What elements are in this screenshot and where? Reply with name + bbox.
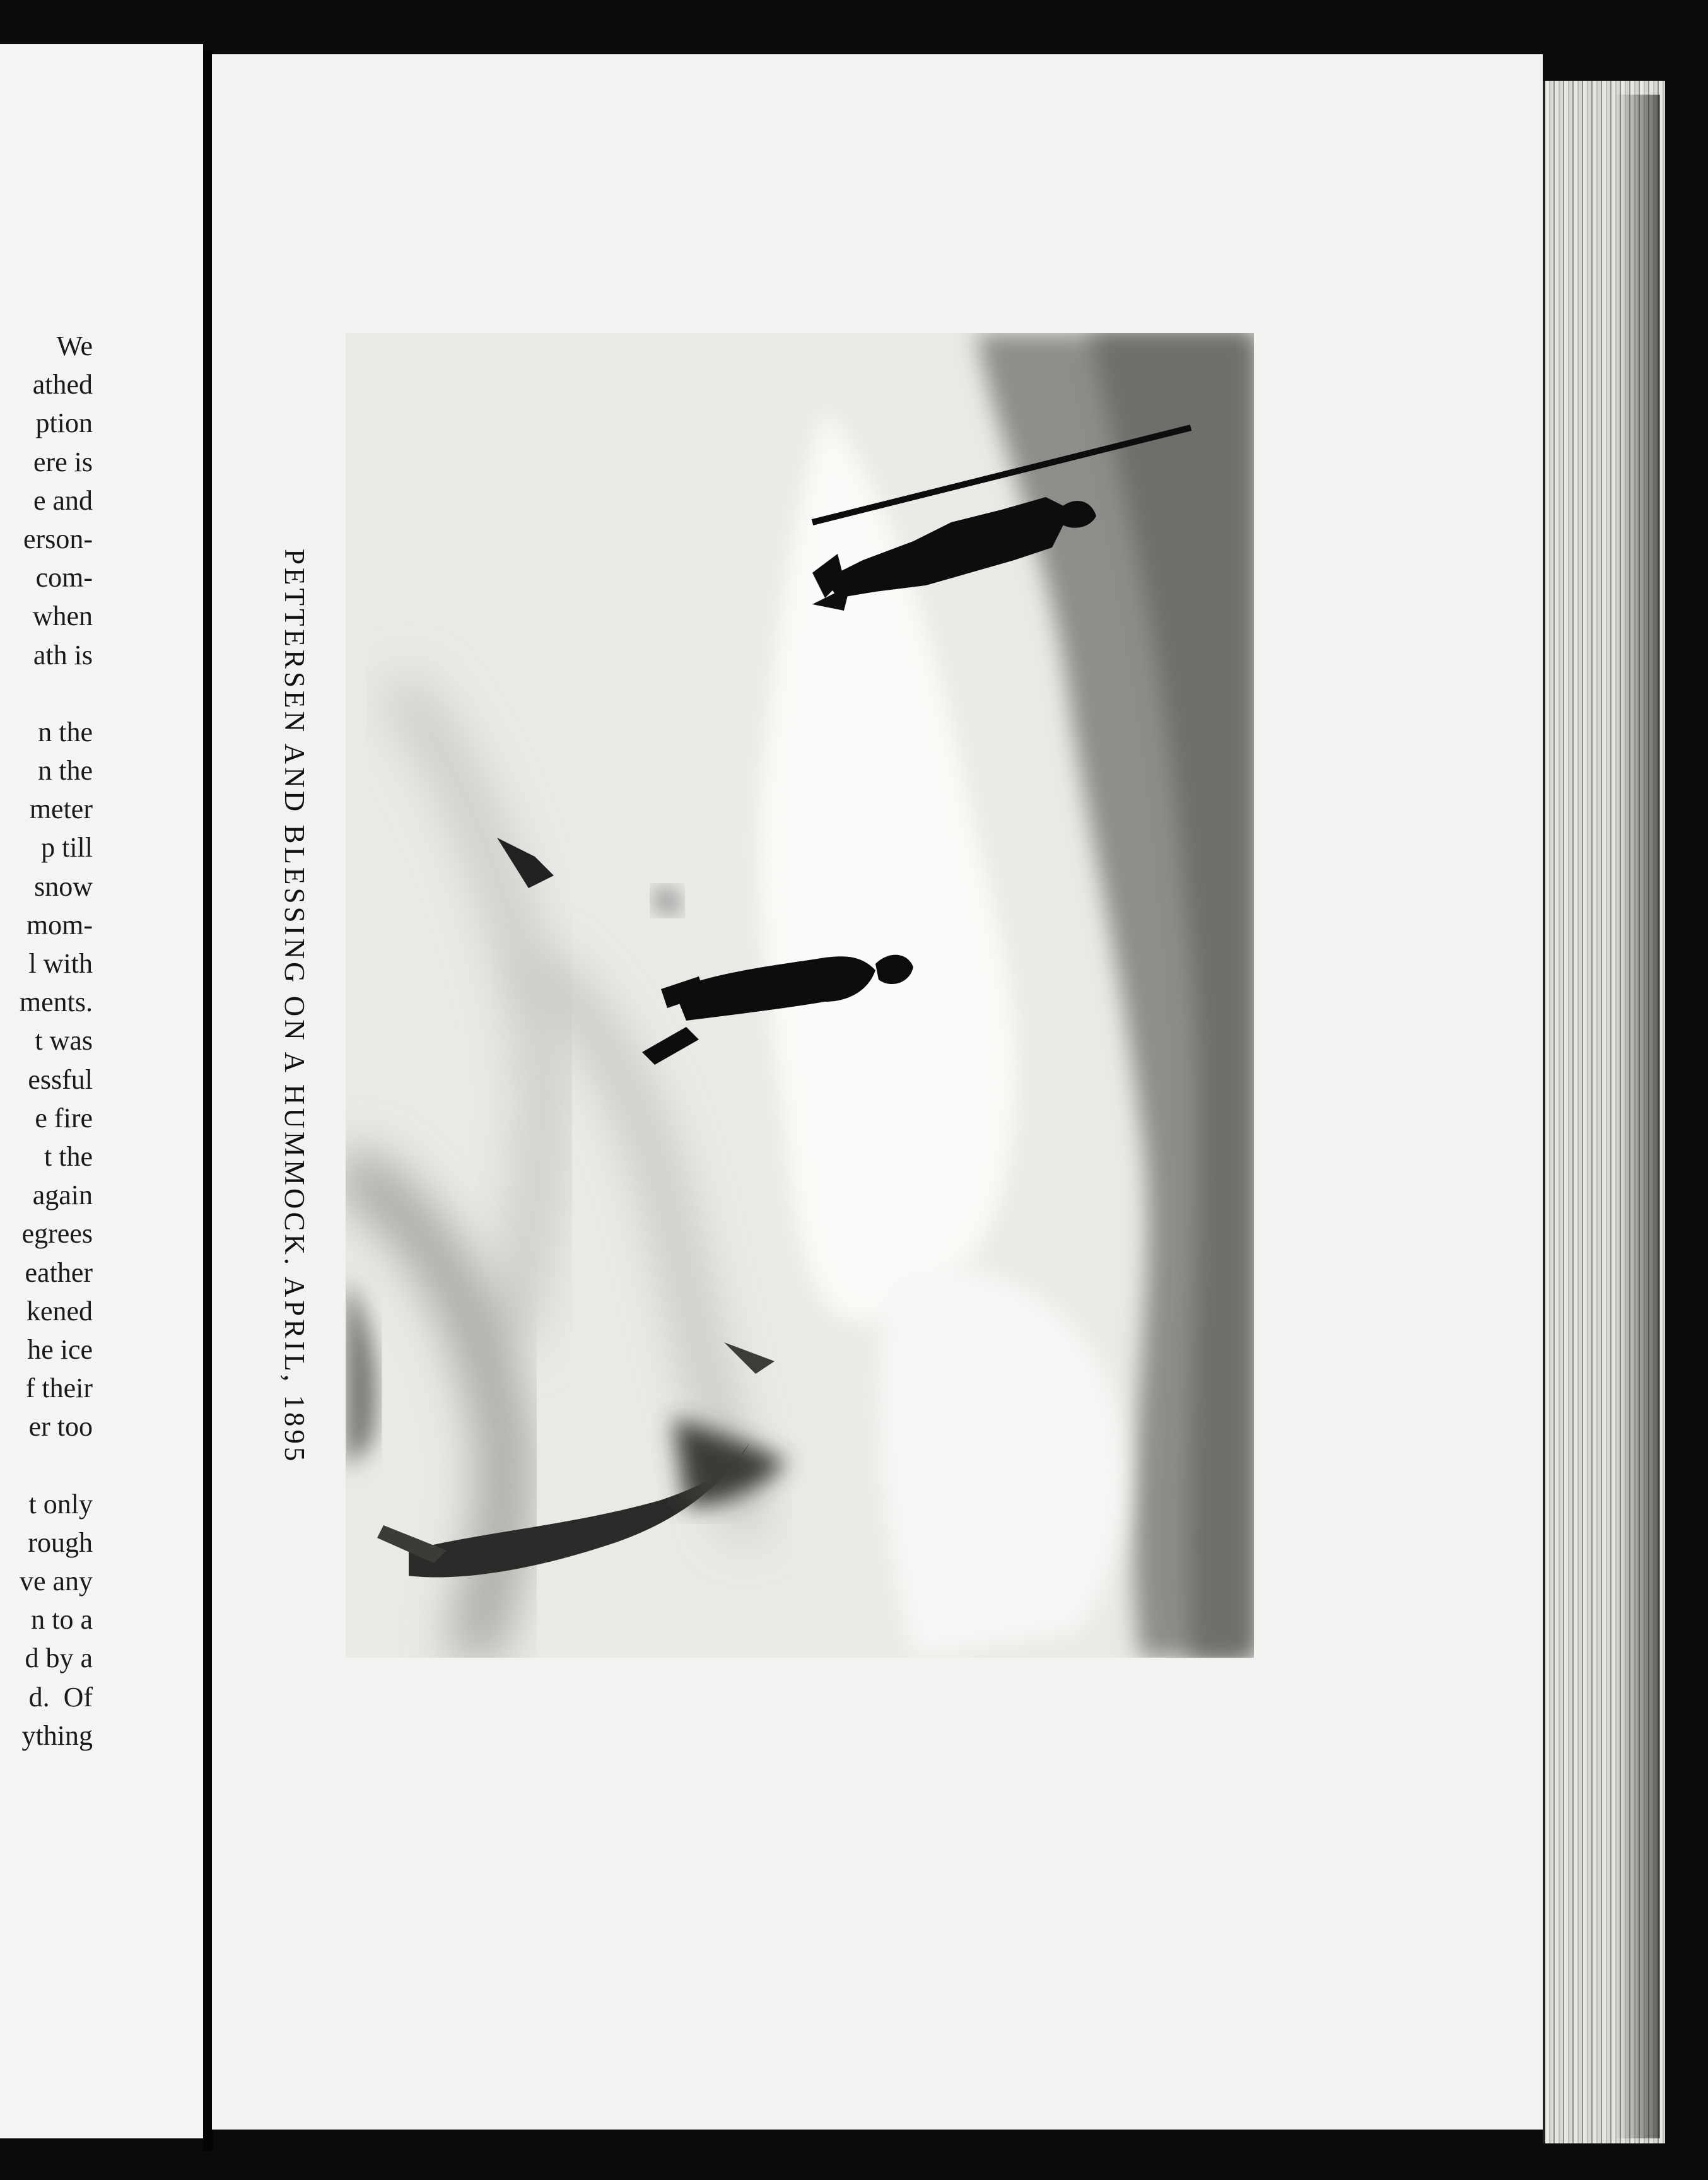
left-page-line: ere is [33, 446, 93, 478]
left-page-line [20, 1446, 93, 1484]
left-page-line: er too [28, 1411, 93, 1443]
left-page-line: egrees [21, 1218, 93, 1250]
left-page [0, 44, 203, 2138]
left-page-line: n the [38, 755, 93, 787]
left-page-line: We [56, 331, 93, 361]
left-page-line: l with [28, 948, 93, 979]
left-page-line: e fire [35, 1102, 93, 1134]
left-page-line: ments. [19, 987, 93, 1018]
left-page-line: n the [38, 716, 93, 747]
left-page-line: rough [28, 1527, 93, 1558]
left-page-line: d. Of [28, 1681, 93, 1713]
left-page-line: kened [26, 1295, 93, 1327]
hummock-photograph [346, 333, 1254, 1658]
left-page-text [20, 327, 93, 1755]
left-page-line: snow [34, 870, 93, 902]
left-page-line: n to a [31, 1604, 93, 1636]
left-page-line: erson- [23, 523, 93, 554]
left-page-line: ption [35, 407, 93, 439]
left-page-line: eather [25, 1257, 93, 1288]
left-page-line: ything [21, 1720, 93, 1751]
left-page-line: again [32, 1180, 93, 1211]
photograph-plate [346, 333, 1254, 1658]
left-page-line: ve any [19, 1566, 93, 1597]
left-page-line [20, 674, 93, 713]
left-page-line: ath is [33, 639, 93, 671]
left-page-line: meter [29, 794, 93, 825]
left-page-line: t only [28, 1488, 93, 1520]
left-page-line: t the [44, 1140, 93, 1172]
left-page-line: athed [32, 369, 93, 401]
left-page-line: when [32, 601, 93, 632]
left-page-line: he ice [27, 1333, 93, 1365]
left-page-line: mom- [26, 909, 93, 941]
left-page-line: t was [35, 1025, 93, 1057]
left-page-line: f their [25, 1373, 93, 1404]
plate-caption: PETTERSEN AND BLESSING ON A HUMMOCK. APRIL, 1895 [279, 549, 310, 1465]
page-edges-shadow [1615, 95, 1660, 2138]
left-page-line: com- [35, 562, 93, 594]
left-page-line: p till [41, 832, 93, 864]
left-page-line: essful [28, 1064, 93, 1095]
left-page-line: d by a [25, 1643, 93, 1674]
left-page-line: e and [33, 484, 93, 516]
plate-caption-container [272, 549, 317, 1465]
